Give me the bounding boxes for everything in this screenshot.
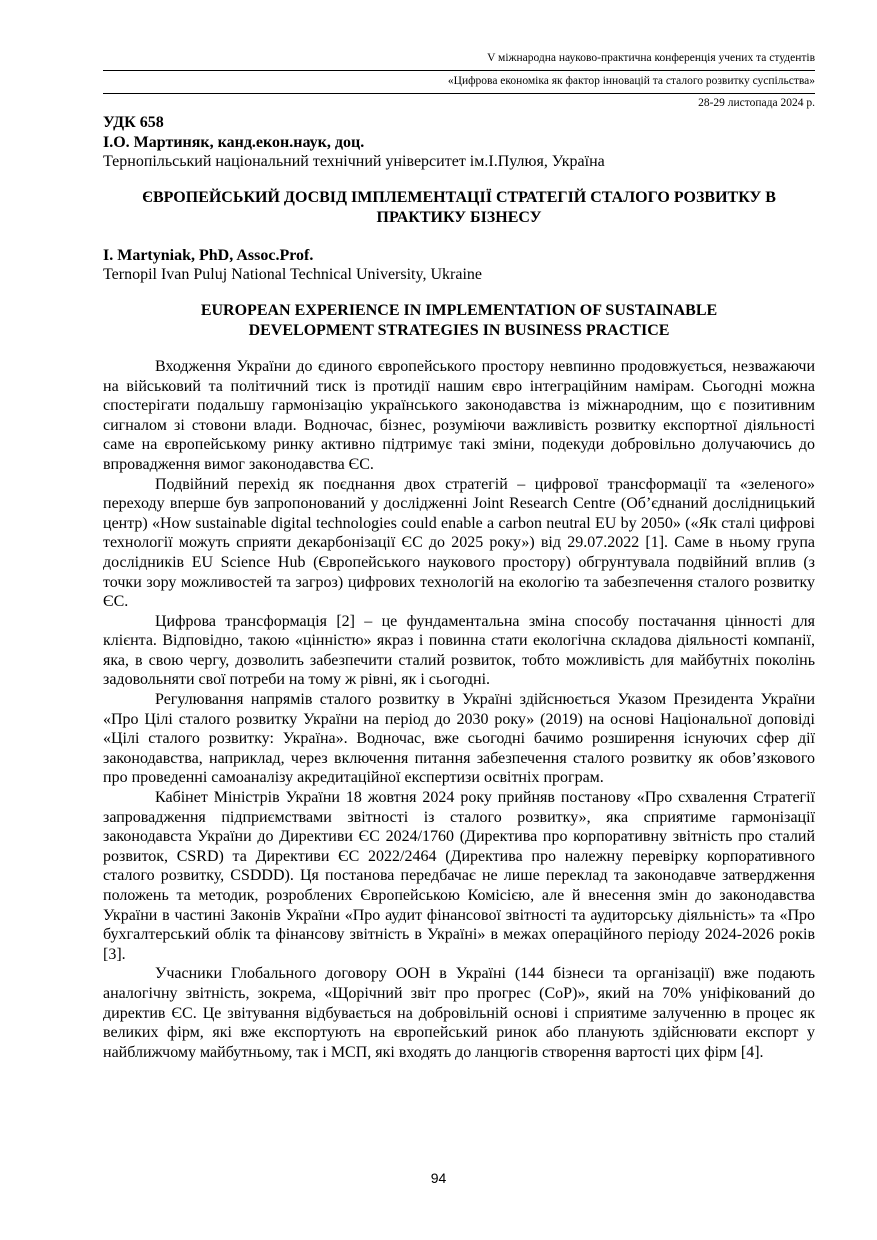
udk-code: УДК 658: [103, 114, 164, 131]
title-en-line: DEVELOPMENT STRATEGIES IN BUSINESS PRACTICE: [248, 321, 670, 339]
affiliation-ua: Тернопільський національний технічний університет ім.І.Пулюя, Україна: [103, 153, 605, 171]
header-divider: [103, 70, 815, 71]
author-ua: І.О. Мартиняк, канд.екон.наук, доц.: [103, 133, 365, 151]
header-divider-2: [103, 93, 815, 94]
paragraph: Подвійний перехід як поєднання двох стратегій – цифрової трансформації та «зеленого» переходу вперше був запропонований у дослідженні Joint Research Centre (Об’єднаний дослідницький центр) «How sustainable digital technologies could enable a carbon neutral EU by 2050» («Як сталі цифрові технології можуть сприяти декарбонізації ЄС до 2025 року») від 29.07.2022 [1]. Саме в ньому група дослідників EU Science Hub (Європейського наукового простору) обгрунтувала подвійний вплив (з точки зору можливостей та загроз) цифрових технологій на екологію та забезпечення сталого розвитку ЄС.: [103, 475, 815, 611]
paragraph: Регулювання напрямів сталого розвитку в Україні здійснюється Указом Президента України «Про Цілі сталого розвитку України на період до 2030 року» (2019) на основі Національної доповіді «Цілі сталого розвитку: Україна». Водночас, вже сьогодні бачимо розширення існуючих сфер дії законодавства, наприклад, через включення питання забезпечення сталого розвитку як обов’язкового про проведенні самоаналізу акредитаційної експертизи освітніх програм.: [103, 691, 815, 787]
paragraph: Учасники Глобального договору ООН в Україні (144 бізнеси та організації) вже подають аналогічну звітність, зокрема, «Щорічний звіт про прогрес (CoP)», який на 70% уніфікований до директив ЄС. Це звітування відбувається на добровільній основі і сприятиме залученню в процес як великих фірм, які вже експортують на європейський ринок або планують здійснювати експорт у найближчому майбутньому, так і МСП, які входять до ланцюгів створення вартості цих фірм [4].: [103, 965, 815, 1061]
title-en: [103, 301, 815, 341]
paragraph: Входження України до єдиного європейського простору невпинно продовжується, незважаючи на військовий та політичний тиск із протидії нашим євро інтеграційним намірам. Сьогодні можна спостерігати подальшу гармонізацію українського законодавства із міжнародним, що є позитивним сигналом зі стовони влади. Водночас, бізнес, розуміючи важливість розвитку експортної діяльності саме на європейському ринку активно підтримує такі зміни, подекуди добровільно долучаючись до впровадження вимог законодавства ЄС.: [103, 357, 815, 473]
affiliation-en: Ternopil Ivan Puluj National Technical University, Ukraine: [103, 266, 482, 284]
title-ua: [103, 188, 815, 228]
title-ua-line: ЄВРОПЕЙСЬКИЙ ДОСВІД ІМПЛЕМЕНТАЦІЇ СТРАТЕГІЙ СТАЛОГО РОЗВИТКУ В: [142, 188, 776, 206]
title-en-line: EUROPEAN EXPERIENCE IN IMPLEMENTATION OF SUSTAINABLE: [200, 301, 718, 319]
title-ua-line: ПРАКТИКУ БІЗНЕСУ: [376, 208, 542, 226]
conference-date: 28-29 листопада 2024 р.: [698, 97, 815, 109]
article: [103, 113, 815, 1062]
page-number: 94: [430, 1170, 447, 1186]
author-en: I. Martyniak, PhD, Assoc.Prof.: [103, 246, 314, 264]
paragraph: Кабінет Міністрів України 18 жовтня 2024 року прийняв постанову «Про схвалення Стратегії запровадження підприємствами звітності із сталого розвитку», яка сприятиме гармонізації законодавста України до Директиви ЄС 2024/1760 (Директива про корпоративну звітність про сталий розвиток, CSRD) та Директиви ЄС 2022/2464 (Директива про належну перевірку корпоративного сталого розвитку, CSDDD). Ця постанова передбачає не лише переклад та законодавче затвердження положень та методик, розроблених Європейською Комісією, але й внесення змін до законодавства України в частині Законів України «Про аудит фінансової звітності та аудиторську діяльність» та «Про бухгалтерський облік та фінансову звітність в Україні» в межах операційного періоду 2024-2026 років [3].: [103, 789, 815, 963]
conference-theme: «Цифрова економіка як фактор інновацій та сталого розвитку суспільства»: [447, 75, 815, 87]
paragraph: Цифрова трансформація [2] – це фундаментальна зміна способу постачання цінності для клієнта. Відповідно, такою «цінністю» якраз і повинна стати екологічна складова діяльності компанії, яка, в свою чергу, дозволить забезпечити сталий розвиток, тобто можливість для майбутніх поколінь задовольняти свої потреби на тому ж рівні, як і сьогодні.: [103, 612, 815, 689]
article-body: [103, 357, 815, 1062]
conference-title: V міжнародна науково-практична конференція учених та студентів: [487, 52, 815, 64]
